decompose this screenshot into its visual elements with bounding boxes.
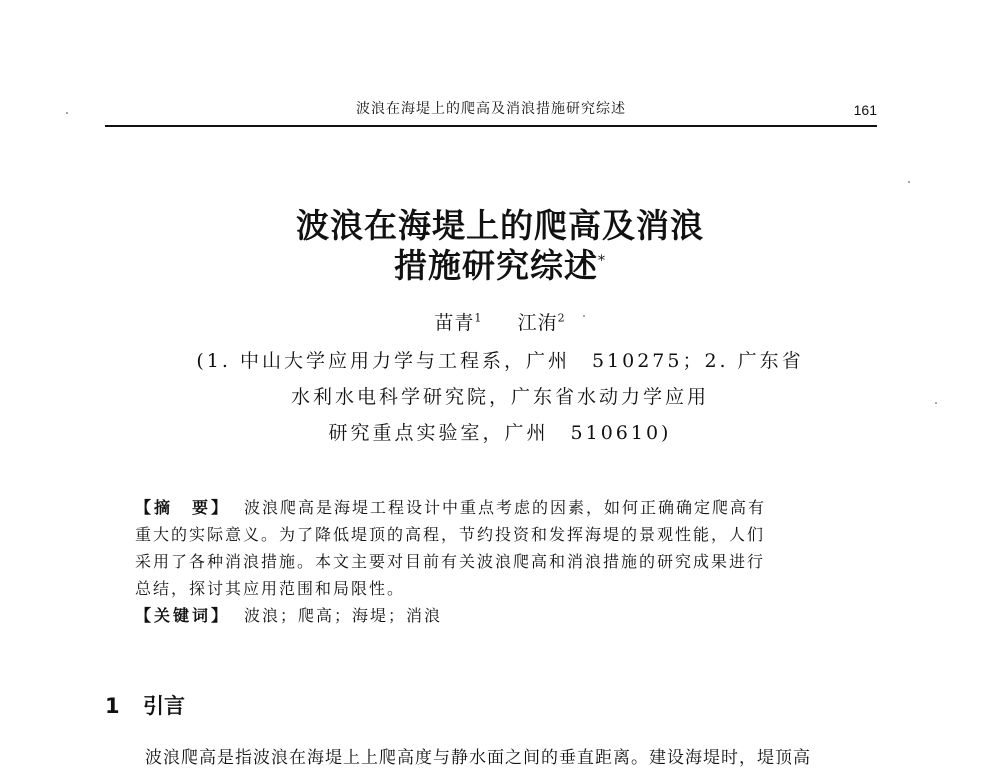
abstract-line: 总结，探讨其应用范围和局限性。 <box>135 579 406 598</box>
title-footnote-mark: * <box>598 253 606 269</box>
affiliation-line: 研究重点实验室，广州 510610) <box>328 422 672 444</box>
author-name: 江洧 <box>517 312 558 334</box>
page-number: 161 <box>853 102 877 118</box>
section-heading <box>105 690 185 720</box>
body-paragraph: 波浪爬高是指波浪在海堤上上爬高度与静水面之间的垂直距离。建设海堤时，堤顶高 <box>145 748 811 768</box>
author-affiliation-mark: 2 <box>557 311 566 325</box>
abstract-text: 波浪爬高是海堤工程设计中重点考虑的因素，如何正确确定爬高有 <box>244 498 767 517</box>
author-affiliation-mark: 1 <box>474 311 483 325</box>
scan-speck <box>908 181 910 183</box>
keywords-text: 波浪；爬高；海堤；消浪 <box>244 606 443 625</box>
abstract-line <box>135 496 865 520</box>
scan-speck <box>935 402 937 404</box>
section-number: 1 <box>105 694 120 718</box>
running-title: 波浪在海堤上的爬高及消浪措施研究综述 <box>356 101 626 117</box>
section-title: 引言 <box>143 694 185 718</box>
affiliation-line: 水利水电科学研究院，广东省水动力学应用 <box>290 386 709 408</box>
author-name: 苗青 <box>434 312 475 334</box>
abstract-line: 采用了各种消浪措施。本文主要对目前有关波浪爬高和消浪措施的研究成果进行 <box>135 552 766 571</box>
affiliation-line: (1. 中山大学应用力学与工程系，广州 510275；2. 广东省 <box>196 350 804 372</box>
author-list <box>0 308 1000 335</box>
scan-speck <box>66 112 68 114</box>
paper-title-line-1: 波浪在海堤上的爬高及消浪 <box>296 206 704 245</box>
abstract-label: 【摘 要】 <box>135 498 231 517</box>
header-rule <box>105 125 877 127</box>
keywords <box>135 604 865 628</box>
paper-title-line-2: 措施研究综述* <box>394 246 606 285</box>
abstract-line: 重大的实际意义。为了降低堤顶的高程，节约投资和发挥海堤的景观性能，人们 <box>135 525 766 544</box>
running-header <box>105 96 877 122</box>
scan-speck <box>583 315 585 317</box>
keywords-label: 【关键词】 <box>135 606 231 625</box>
